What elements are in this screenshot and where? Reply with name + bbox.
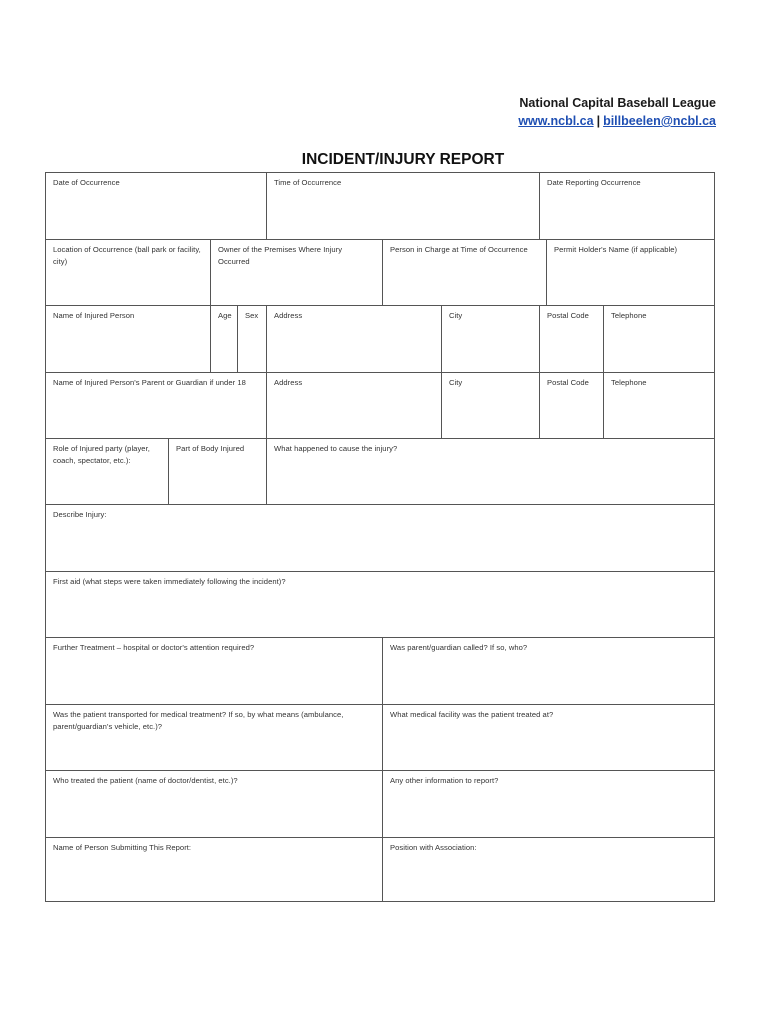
date-reporting-field[interactable] [540,173,714,239]
permit-holder-label: Permit Holder's Name (if applicable) [554,245,678,254]
league-name: National Capital Baseball League [519,96,716,110]
form-title: INCIDENT/INJURY REPORT [301,151,505,168]
guardian-address-label: Address [274,378,303,387]
position-field[interactable] [383,838,714,901]
league-header [518,94,716,130]
guardian-called-label: Was parent/guardian called? If so, who? [390,643,528,652]
describe-injury-field[interactable] [46,505,714,571]
postal-code-label: Postal Code [547,311,589,320]
guardian-postal-code-label: Postal Code [547,378,589,387]
other-info-field[interactable] [383,771,714,837]
first-aid-field[interactable] [46,572,714,637]
submitter-name-field[interactable] [46,838,383,901]
further-treatment-label: Further Treatment – hospital or doctor's attention required? [53,643,255,652]
city-field[interactable] [442,306,540,372]
guardian-city-field[interactable] [442,373,540,438]
location-field[interactable] [46,240,211,305]
form-row-treatment [46,638,714,705]
role-field[interactable] [46,439,169,504]
position-label: Position with Association: [390,843,477,852]
person-in-charge-field[interactable] [383,240,547,305]
contact-links [518,112,716,130]
what-happened-field[interactable] [267,439,714,504]
medical-facility-field[interactable] [383,705,714,770]
form-row-injured-person [46,306,714,373]
owner-premises-field[interactable] [211,240,383,305]
transported-field[interactable] [46,705,383,770]
age-label: Age [218,311,232,320]
form-row-guardian [46,373,714,439]
further-treatment-field[interactable] [46,638,383,704]
telephone-field[interactable] [604,306,714,372]
role-label: Role of Injured party (player, coach, spectator, etc.): [53,444,150,465]
link-separator: | [596,114,601,128]
person-in-charge-label: Person in Charge at Time of Occurrence [390,245,528,254]
first-aid-label: First aid (what steps were taken immediately following the incident)? [53,577,286,586]
permit-holder-field[interactable] [547,240,714,305]
website-link[interactable]: www.ncbl.ca [518,114,594,128]
other-info-label: Any other information to report? [390,776,499,785]
date-of-occurrence-label: Date of Occurrence [53,178,120,187]
body-part-field[interactable] [169,439,267,504]
form-row-dates [46,173,714,240]
who-treated-field[interactable] [46,771,383,837]
sex-label: Sex [245,311,259,320]
submitter-name-label: Name of Person Submitting This Report: [53,843,192,852]
form-row-injury-cause [46,439,714,505]
time-of-occurrence-field[interactable] [267,173,540,239]
owner-premises-label: Owner of the Premises Where Injury Occurred [218,245,343,266]
form-row-transport [46,705,714,771]
postal-code-field[interactable] [540,306,604,372]
form-row-location [46,240,714,306]
time-of-occurrence-label: Time of Occurrence [274,178,342,187]
guardian-postal-code-field[interactable] [540,373,604,438]
telephone-label: Telephone [611,311,647,320]
guardian-address-field[interactable] [267,373,442,438]
address-field[interactable] [267,306,442,372]
incident-report-form [45,172,715,902]
age-field[interactable] [211,306,238,372]
address-label: Address [274,311,303,320]
date-of-occurrence-field[interactable] [46,173,267,239]
sex-field[interactable] [238,306,267,372]
form-row-first-aid [46,572,714,638]
form-row-describe-injury [46,505,714,572]
city-label: City [449,311,463,320]
email-link[interactable]: billbeelen@ncbl.ca [603,114,716,128]
guardian-telephone-label: Telephone [611,378,647,387]
transported-label: Was the patient transported for medical treatment? If so, by what means (ambulance, parent/guardian's vehicle, etc.)? [53,710,344,731]
form-row-submitter [46,838,714,901]
location-label: Location of Occurrence (ball park or facility, city) [53,245,201,266]
guardian-called-field[interactable] [383,638,714,704]
body-part-label: Part of Body Injured [176,444,245,453]
describe-injury-label: Describe Injury: [53,510,107,519]
form-row-treated-by [46,771,714,838]
injured-name-label: Name of Injured Person [53,311,135,320]
date-reporting-label: Date Reporting Occurrence [547,178,641,187]
what-happened-label: What happened to cause the injury? [274,444,398,453]
guardian-city-label: City [449,378,463,387]
guardian-name-label: Name of Injured Person's Parent or Guardian if under 18 [53,378,246,387]
guardian-telephone-field[interactable] [604,373,714,438]
medical-facility-label: What medical facility was the patient treated at? [390,710,554,719]
guardian-name-field[interactable] [46,373,267,438]
injured-name-field[interactable] [46,306,211,372]
who-treated-label: Who treated the patient (name of doctor/dentist, etc.)? [53,776,238,785]
